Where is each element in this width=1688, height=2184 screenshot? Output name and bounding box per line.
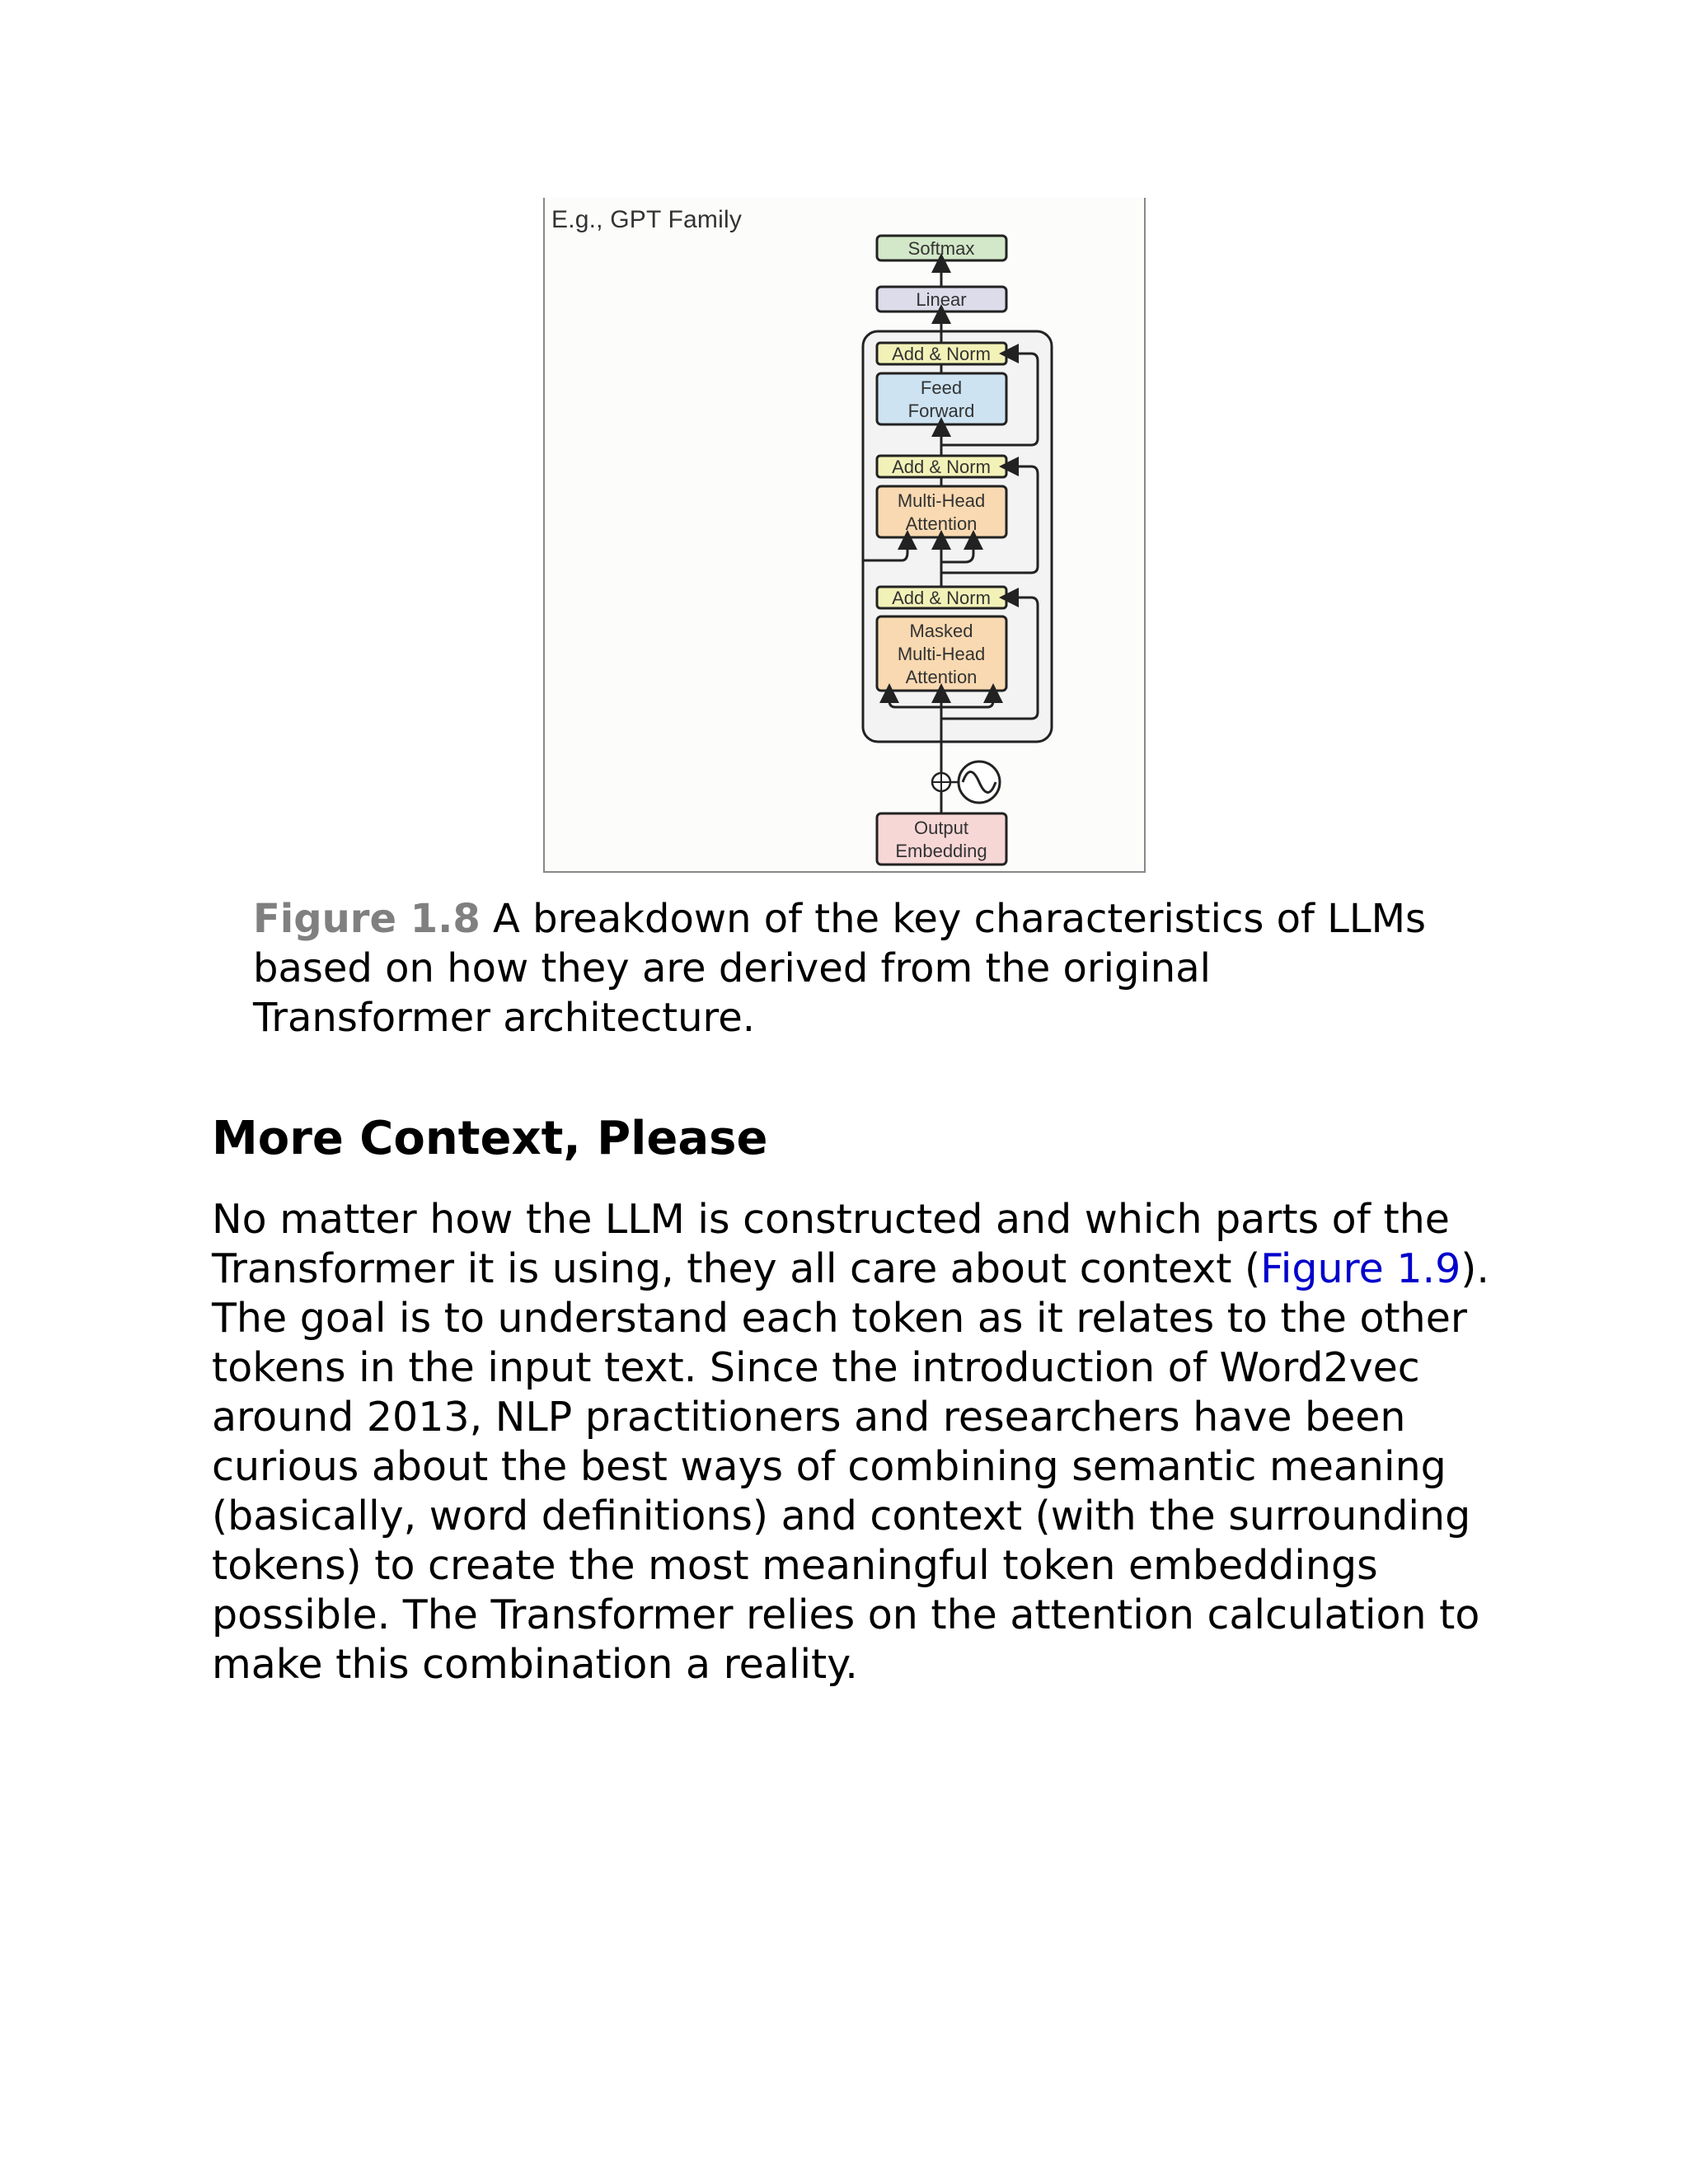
decoder-diagram (545, 198, 1144, 871)
masked-label-2: Multi-Head (897, 644, 986, 664)
section-heading: More Context, Please (212, 1112, 768, 1165)
figure-reference-link[interactable]: Figure 1.9 (1260, 1245, 1461, 1292)
mha-label-2: Attention (905, 513, 978, 534)
add-norm-mid-label: Add & Norm (892, 457, 991, 477)
softmax-label: Softmax (907, 238, 975, 259)
body-paragraph (212, 1195, 1498, 1690)
output-embedding-label-1: Output (913, 818, 969, 838)
paragraph-text-end: ). The goal is to understand each token as it relates to the other tokens in the input text. Since the introduction of Word2vec around 2013, NLP practitioners and researchers have been curious about the best ways of combining semantic meaning (basically, word definitions) and context (with the surrounding tokens) to create the most meaningful token embeddings possible. The Transformer relies on the attention calculation to make this combination a reality. (212, 1245, 1489, 1688)
feed-forward-label-2: Forward (907, 401, 975, 421)
figure-title: E.g., GPT Family (551, 206, 743, 233)
mha-label-1: Multi-Head (897, 490, 986, 511)
output-embedding-label-2: Embedding (895, 841, 987, 861)
feed-forward-label-1: Feed (920, 377, 963, 398)
linear-label: Linear (916, 289, 967, 310)
add-norm-top-label: Add & Norm (892, 344, 991, 364)
caption-text: A breakdown of the key characteristics of LLMs based on how they are derived from the original Transformer architecture. (253, 896, 1427, 1041)
figure-caption (253, 894, 1440, 1043)
masked-label-3: Attention (905, 667, 978, 687)
masked-label-1: Masked (909, 621, 973, 641)
paragraph-text-start: No matter how the LLM is constructed and which parts of the Transformer it is using, they all care about context ( (212, 1196, 1450, 1292)
figure-label: Figure 1.8 (253, 896, 481, 942)
transformer-decoder-figure (543, 198, 1146, 873)
add-norm-bottom-label: Add & Norm (892, 588, 991, 608)
